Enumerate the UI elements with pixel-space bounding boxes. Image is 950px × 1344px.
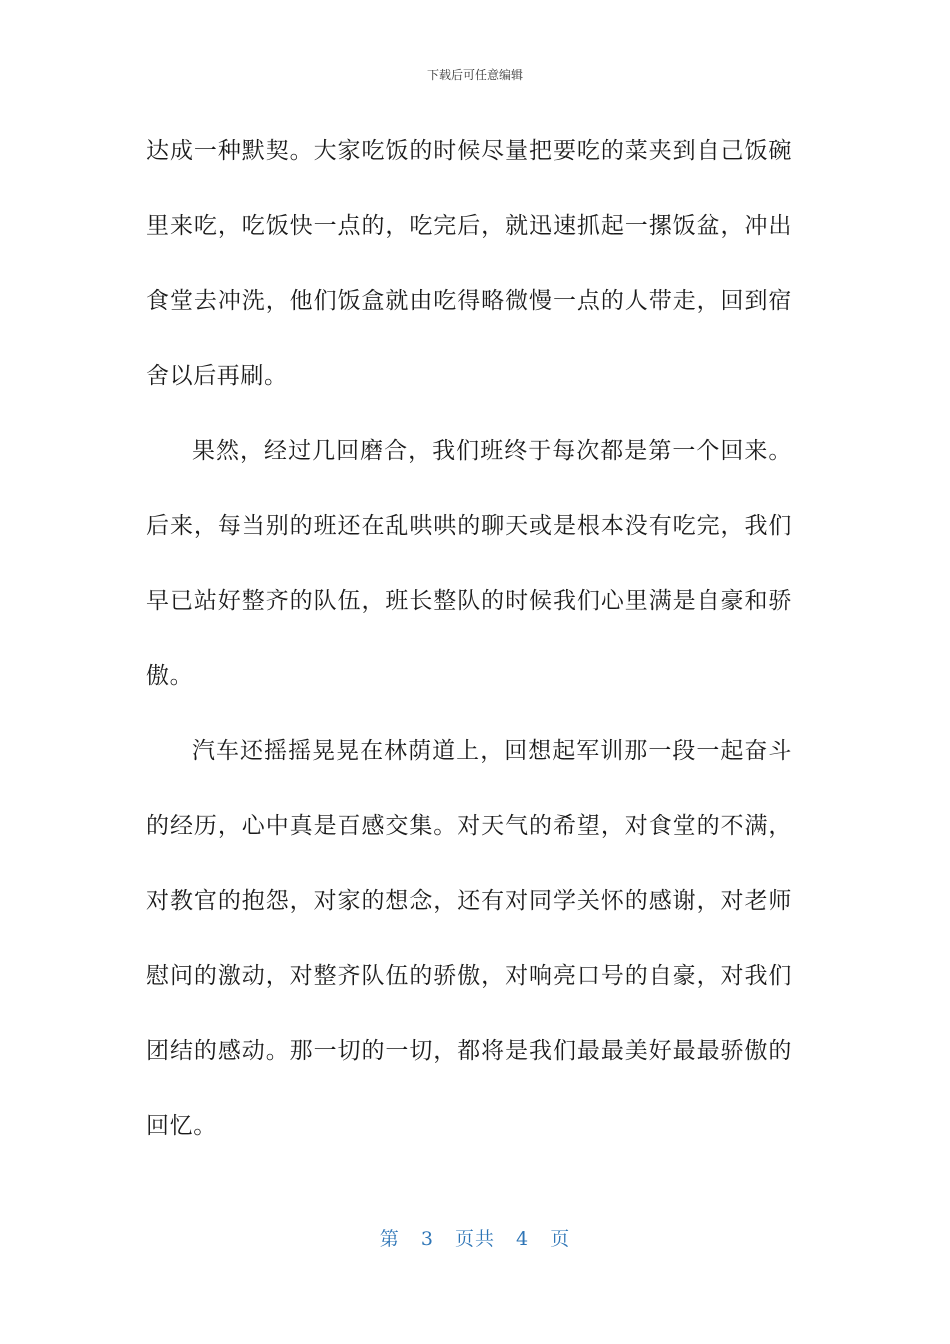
paragraph-1: 达成一种默契。大家吃饭的时候尽量把要吃的菜夹到自己饭碗里来吃，吃饭快一点的，吃完后，就迅速抓起一摞饭盆，冲出食堂去冲洗，他们饭盒就由吃得略微慢一点的人带走，回到宿舍以后再刷。 [146,138,792,389]
document-body [146,114,792,1164]
footer-suffix: 页 [550,1228,571,1250]
footer-total-pages: 4 [516,1228,530,1250]
paragraph-3: 汽车还摇摇晃晃在林荫道上，回想起军训那一段一起奋斗的经历，心中真是百感交集。对天气的希望，对食堂的不满，对教官的抱怨，对家的想念，还有对同学关怀的感谢，对老师慰问的激动，对整齐队伍的骄傲，对响亮口号的自豪，对我们团结的感动。那一切的一切，都将是我们最最美好最最骄傲的回忆。 [146,738,792,1139]
page-footer [0,1224,950,1251]
footer-prefix: 第 [379,1228,400,1250]
page-header [0,66,950,83]
footer-current-page: 3 [420,1228,434,1250]
header-text: 下载后可任意编辑 [426,68,523,82]
paragraph-2: 果然，经过几回磨合，我们班终于每次都是第一个回来。后来，每当别的班还在乱哄哄的聊天或是根本没有吃完，我们早已站好整齐的队伍，班长整队的时候我们心里满是自豪和骄傲。 [146,438,792,689]
footer-middle: 页共 [454,1228,495,1250]
